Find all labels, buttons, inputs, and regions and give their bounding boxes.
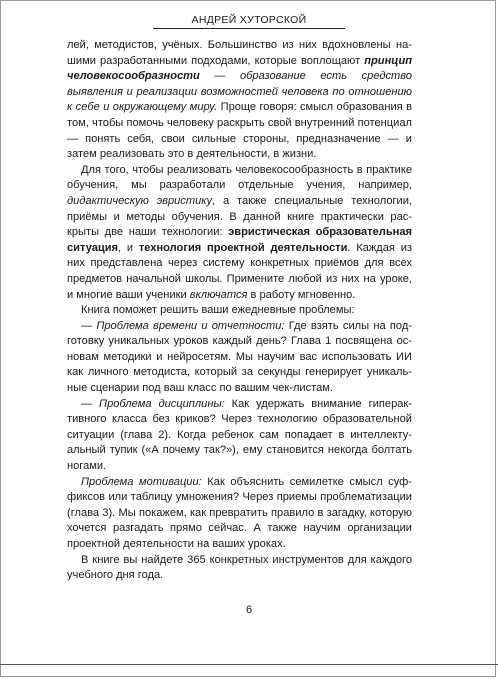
- text-run: Для того, чтобы реализовать человекосообразность в практике обучения, мы разработали отдельные учения, например,: [67, 163, 412, 192]
- problem-label-time: — Проблема времени и отчетности:: [81, 319, 285, 332]
- body-text: [67, 38, 412, 584]
- header-rule: [153, 28, 345, 29]
- problem-label-motivation: Проблема мотивации:: [81, 475, 202, 488]
- text-run: , а также специальные технологии, приёмы и методы обучения. В данной книге практически раскрыты две наши технологии:: [67, 194, 413, 239]
- principle-term: принцип человекосообразности: [67, 54, 412, 83]
- term-heuristics: дидактическую эвристику: [67, 194, 213, 207]
- text-run: Как удержать внимание гиперактивного класса без криков? Через технологию образовательной ситуации (глава 2). Когда ребенок сам попадает в интеллектуальный тупик («А почему так?»), ему становится некогда болтать ногами.: [67, 397, 412, 473]
- text-run: Проще говоря: смысл образования в том, чтобы помочь человеку раскрыть свой внутренний потенциал — понять себя, свои сильные стороны, предназначение — и затем реализовать это в деятельности, в жизни.: [67, 101, 412, 161]
- page-number: 6: [245, 604, 253, 616]
- paragraph-7: [67, 553, 412, 584]
- paragraph-3: [67, 303, 412, 319]
- problem-label-discipline: — Проблема дисциплины:: [81, 397, 225, 410]
- text-run: Где взять силы на подготовку уникальных уроков каждый день? Глава 1 посвящена основам методики и нейросетям. Мы научим вас использовать ИИ как личного методиста, который за секунды генерирует уникальные сценарии под ваш класс по вашим чек-листам.: [67, 319, 413, 395]
- page-bottom-divider: [0, 664, 498, 665]
- paragraph-6: [67, 475, 412, 553]
- term-heuristic-situation: эвристическая образовательная ситуация: [67, 226, 412, 254]
- text-run: В книге вы найдете 365 конкретных инструментов для каждого учебного дня года.: [67, 553, 412, 582]
- text-run: . Каждая из них представлена через систему конкретных приёмов для всех предметов начальной школы. Примените любой из них на уроке, и многие ваши ученики: [67, 241, 412, 301]
- paragraph-1: [67, 38, 412, 163]
- paragraph-2: [67, 163, 412, 303]
- emphasis-word: включатся: [189, 288, 248, 301]
- running-header: АНДРЕЙ ХУТОРСКОЙ: [191, 14, 307, 26]
- term-project-technology: технология проектной деятельности: [138, 241, 348, 254]
- paragraph-5: [67, 397, 412, 475]
- text-run: Как объяснить семилетке смысл суффиксов или таблицу умножения? Через приемы проблематизации (глава 3). Мы покажем, как превратить правило в загадку, которую хочется разгадать прямо сейчас. А также научим организации проектной деятельности на ваших уроках.: [67, 475, 412, 550]
- text-run: , и: [118, 241, 139, 254]
- text-run: Книга поможет решить ваши ежедневные проблемы:: [81, 304, 355, 317]
- text-run: в работу мгновенно.: [247, 288, 356, 301]
- paragraph-4: [67, 319, 412, 397]
- principle-definition: — образование есть средство выявления и реализации возможностей человека по отношению к себе и окружающему миру.: [67, 70, 412, 114]
- text-run: лей, методистов, учёных. Большинство из них вдохновлены нашими разработанными подходами, которые воплощают: [67, 39, 412, 67]
